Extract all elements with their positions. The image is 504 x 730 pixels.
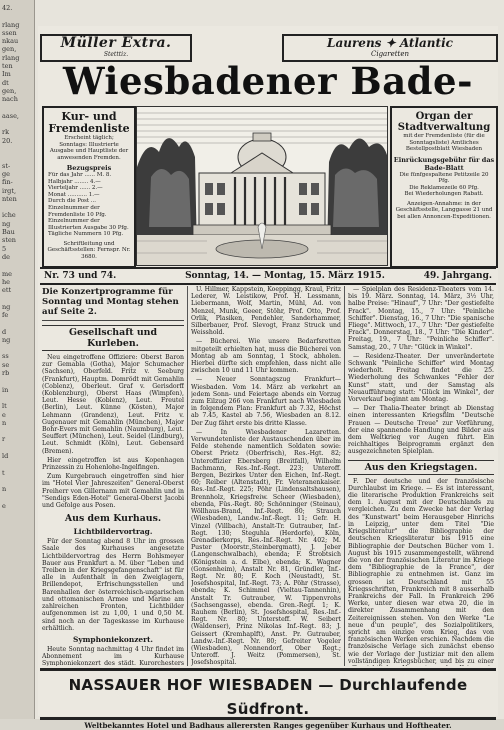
masthead-title: Wiesbadener Bade- [63, 59, 473, 103]
section-heading-gesellschaft: Gesellschaft und Kurleben. [42, 325, 184, 351]
panel-right-subheading: Einrückungsgebühr für das Bade-Blatt [393, 155, 495, 172]
adjacent-page-fragments: 42. rlang ssen nkau gen, rlang ten Im dt gen, nach aase, rk 20. st- ge fin- irgt, nten iche ng Bau sten 5 de me he ett ng fe d ng ss se rb in lt e n r ld t n e [2, 4, 20, 510]
footer-ad-title: NASSAUER HOF WIESBADEN — Durchlaufende Südfront. [68, 676, 468, 718]
price-row: Halbjahr ........ 4.— [48, 178, 101, 185]
panel-left-title: Kur- und Fremdenliste [48, 110, 130, 135]
price-row: Durch die Post ... [48, 198, 97, 205]
adjacent-page-edge [0, 0, 35, 719]
price-row: Monat ........... 1.— [48, 191, 100, 198]
section-heading-kriegstagen: Aus den Kriegstagen. [348, 460, 494, 475]
kurhaus-illustration [136, 106, 388, 266]
price-row: Vierteljahr ...... 2.— [48, 185, 103, 192]
issue-number: Nr. 73 und 74. [44, 271, 117, 281]
panel-left-subheading: Bezugspreis [66, 164, 112, 172]
issue-date-bar [40, 267, 496, 285]
subheading-symphoniekonzert: Symphoniekonzert. [72, 634, 153, 644]
article-paragraph: F. Der deutsche und der französische Durchlaubst im Kriege. — Es ist interessant, die literarische Produktion Frankreichs seit dem 1. August mit der Deutschlands zu vergleichen. Zu dem Zwecke hat der Verlag des "Kunstwart" beim Herausgeber Hinrichs in Leipzig, unter dem Titel "Die Kriegsliteratur" die Bibliographie der deutschen Kriegsliteratur bis 1915 eine Bibliographie der Deutschen Bücher vom 1. August bis 1915 zusammengestellt, während die von der französischen Literatur im Kriege dem "Bibliographie de la France", der Bibliographie zu entnehmen ist. Ganz im grossen ist Deutschland mit 55 Kriegsschriften, Frankreich mit 8 ausserhalb Frankreichs der Fall. In Frankreich 296 Werke, unter diesen war etwa 20, die in direkter Zusammenhang mit den Zeitereignissen stehen. Von den Werke "Le neue d'un peuple", des Sozialpolitikers, spricht am einzige vom Krieg, das von französischen Werken erschien. Nachdem die französische Verlage sich zunächst ebenso wie der Vorlage der Justiziar mit den allem vollständigen Kriegsbücher, und bis zu einer [348, 477, 494, 665]
ad-left-title: Müller Extra. [60, 35, 172, 51]
panel-right-line1: mit der Fremdenliste (für die Sonntagsliste) Amtliches Bestellpostblatt Wiesbaden [403, 133, 485, 152]
kurhaus-engraving-icon [137, 107, 387, 265]
subheading-lichtbildervortrag: Lichtbildervortrag. [73, 527, 153, 537]
panel-organ-der-stadtverwaltung [390, 106, 498, 268]
panel-left-line1: Erscheint täglich; [64, 135, 114, 141]
article-paragraph: — Bücherei. Wie unsere Bedarfsretten mitgeteilt erhielten hat, muss die Bücherei von Montag ab am Sonntag, 1 Stock, abholen. Hierbei dürfte sich empfehlen, dass nicht alle zwischen 10 und 11 Uhr kommen. [191, 338, 341, 375]
front-page [38, 26, 498, 730]
column-1 [42, 286, 184, 666]
column-3 [348, 286, 494, 666]
panel-left-line2: Sonntags: Illustrierte Ausgabe und Hauptliste der anwesenden Fremden. [49, 141, 129, 161]
article-paragraph: Neu eingetroffene Offiziere: Oberst Baron zur Gemabla (Gotha), Major Schumacher (Sachsen), Oberfeld. Fritz v. Seeburg (Frankfurt), Hauptm. Domrödt mit Gemahlin (Coblenz), Oberleut. Graf v. Gerisdorff (Koblenzburg), Oberst Haas (Wimpfen), Leut. Hesse (Koblenz), Leut. Freutel (Berlin), Leut. Künne (Kösten), Major Lehmann (Grandenz), Leut. Fritz v. Gugenauer mit Gemahlin (München), Major Bohr-Evers mit Gemahlin (Naumburg), Leut. Seuffert (München), Leut. Seidel (Lindburg), Leut. Schmidt (Köln), Leut. Gebensard (Bremen). [42, 354, 184, 455]
article-paragraph: — In Wiesbadener Lazaretten. Verwundetenliste der Austauschenden über im Felde stehende namentlich Soldaten sowie: Oberst Prietz (Oberfrisch), Res.-Hgt. 82; Unteroffizier Ebersberg (Breitfall), Wilhelm Bachmann, Res.-Inf.-Regt. 223; Unteroff. Bergen, Bezirkes Unter den Eichen, Inf.-Regt. 60; Reiber (Altenstadt), Fr. Veteranenkaiser. Res.-Inf.-Regt. 225; Pöhr (Lindensaltshausen), Brennholz, Kriegsfreiw. Scheer (Wiesbaden), ebenda, Füs.-Regt. 80; Schönninger (Steinau), Wöllhaus-Brand, Inf.-Regt. 80; Strauch (Wiesbaden), Landw.-Inf.-Regt. 11; Gefr. H. Vinzel (Villbach), Anstalt-Tr. Gutrauber, Inf.-Regt. 130; Steguhla (Herdorfe), Köln, Grenadierkorps, Res.-Inf.-Regt. Nr. 402; M. Puster (Moorstr.,Steinbergmatt), J. Jeber (Langenschwalbach), ebenda; F. Strobtsich (Königstein a. d. Elbe), ebenda; K. Wagner (Gonsenheim), Anstalt Nr. 81, Gründler, Inf.-Regt. Nr. 80; F. Koch (Neustadt), St. Josefshospital, Inf.-Regt. 73; A. Pöhr (Strasse), ebenda; K. Schimmel (Vieltau-Tannenhin), Anstalt Tr. Gutrauber, W. Tippenvrohs (Sachsengasse), ebenda. Gren.-Regt. 1; K. Rauhem (Berlin), St. Josefshospital, Res.-Inf.-Regt. Nr. 80; Untersteff. W. Seibert (Waldenser), Prinz Nikolas Inf.-Regt. 83; J. Geissert (Kremhaplft), Anst. Pr. Gutrauber, Landw.-Inf.-Regt. Nr. 80; Gefreiter Vogeler (Wiesbaden), Nonnendorf, Ober Regt.; Unteroff. J. Weitz (Pommersen), St. Josefshospital. [191, 428, 341, 666]
concert-notice-headline: Die Konzertprogramme für Sonntag und Montag stehen auf Seite 2. [42, 287, 179, 317]
article-paragraph: — Spielplan des Residenz-Theaters vom 14. bis 19. März. Sonntag, 14. März, 3½ Uhr, halbe Preise: "Hinauf", 7 Uhr: "Der gestiefelte Frack". Montag, 15., 7 Uhr: "Peinliche Schiffer". Dienstag, 16., 7 Uhr: "Die spanische Fliege". Mittwoch, 17., 7 Uhr: "Der gestiefelte Frack". Donnerstag, 18., 7 Uhr: "Die Kinder". Freitag, 19., 7 Uhr: "Peinliche Schiffer". Samstag, 20., 7 Uhr: "Glück in Winkel". [348, 286, 494, 351]
panel-right-row: Anzeigen-Annahme: in der Geschäftsstelle, Langgasse 21 und bei allen Annoncen-Expeditionen. [395, 200, 493, 220]
panel-right-row: Die fünfgespaltene Petitzeile 20 Pfg. [399, 171, 489, 184]
article-paragraph: U. Hillmer, Kappstein, Koeppingg, Kraul, Fritz Lederer, W. Leistikow, Prof. H. Lessmann, Liebermann, Wolf, Martin, Mühl, Ad. von Menzel, Munk, Geeer, Stöhr, Prof. Otto, Prof. Orlik, Plasiken, Pendehler, Sanderhammer, Silberbauer, Prof. Slevogt, Franz Struck und Weisshold. [191, 286, 341, 337]
price-row: Einzelnummer der Fremdenliste 10 Pfg. [48, 204, 107, 218]
article-paragraph: — Der Thalia-Theater bringt ab Dienstag einen interessanten Kriegsfilm "Deutsche Frauen — Deutsche Treue" zur Vorführung, der eine spannende Handlung und Bilder aus dem Weltkrieg vor Augen führt. Ein reichhaltiges Beiprogramm ergänzt den ausgezeichneten Spielplan. [348, 405, 494, 456]
panel-right-title: Organ der Stadtverwaltung [397, 111, 491, 133]
article-paragraph: — Residenz-Theater. Der unverändertete Schwank "Peinliche Schiffer" wird Montag wiederholt. Freitag findet die 25. Wiederholung des Schwankes "Fehler der Kunst" statt, und der Samstag als Neuaufführung statt: "Glück im Winkel", der Vorverkauf beginnt am Montag. [348, 352, 494, 404]
price-row: Einzelnummer der Illustrierten Ausgabe 30 Pfg. [48, 218, 129, 231]
ad-left-subtitle: Stetttiz. [103, 51, 129, 58]
panel-left-price-rows [44, 172, 134, 238]
issue-date: Sonntag, 14. — Montag, 15. März 1915. [185, 271, 385, 281]
panel-right-row: Bei Wiederholungen Rabatt. [404, 191, 484, 197]
footer-ad-nassauer-hof [40, 668, 496, 730]
issue-year: 49. Jahrgang. [423, 271, 492, 281]
column-divider [187, 286, 188, 666]
article-paragraph: Heute Sonntag nachmittag 4 Uhr findet im Abonnement im Kurhause Symphoniekonzert des städt. Kurorchesters [42, 645, 184, 666]
article-paragraph: Zum Kurgebrauch eingetroffen sind hier im "Hotel Vier Jahreszeiten" General-Oberst Freiherr von Gillernann mit Gemahlin und in "Sendigs Eden-Hotel" General-Oberst Jacobi und Gefolge aus Posen. [42, 473, 184, 510]
article-paragraph: — Neuer Sonntagszug Frankfurt—Wiesbaden. Vom 14. März ab verkehrt an jedem Sonn- und Feiertage abends ein Vorzug zum Eilzug 266 von Frankfurt nach Wiesbaden in folgendem Plan: Frankfurt ab 7.32, Höchst ab 7.45, Kastel ab 7.56, Wiesbaden an 8.12. Der Zug fährt erste bis dritte Klasse. [191, 376, 341, 427]
panel-right-row: Die Reklamezeile 60 Pfg. [409, 184, 479, 191]
ad-right-subtitle: Cigaretten [370, 50, 409, 58]
section-heading-kurhaus: Aus dem Kurhaus. [64, 513, 162, 525]
price-row: Für das Jahr ...... M. 8. [48, 172, 112, 178]
article-paragraph: Hier eingetroffen ist aus Kopenhagen Prinzessin zu Hohenlohe-Ingelfingen. [42, 456, 184, 472]
ad-right-title: Laurens ✦ Atlantic [327, 36, 453, 50]
panel-left-footer: Schriftleitung und Geschäftsstellen: Fernspr. Nr. 3680. [47, 240, 131, 260]
footer-ad-subtitle: Weltbekanntes Hotel und Badhaus allerersten Ranges gegenüber Kurhaus und Hoftheater. [84, 721, 452, 730]
column-divider [344, 286, 345, 666]
article-paragraph: Für der Sonntag abend 8 Uhr im grossen Saale des Kurhauses angesetzte Lichtbildervortrag des Herrn Bohlsmeyer Bauer aus Frankfurt a. M. über "Leben und Treiben in der Kriegsgefangenschaft" ist für alle in Aufenthalt in den Zweiglagern, Brillendepot, Erfrischungsstellen und Barenhallen der österreichisch-ungarischen und ottomanischen Armee und Marine am zahlreichen Fronten, Lichtbilder aufgenommen ist zu 1,00, 1 und 0,50 M. sind noch an der Tageskasse im Kurhause erhältlich. [42, 538, 184, 632]
column-2 [191, 286, 341, 666]
panel-kur-und-fremdenliste [42, 106, 136, 268]
section-rule [42, 320, 184, 321]
price-row: Tägliche Nummern 10 Pfg. [48, 231, 124, 238]
